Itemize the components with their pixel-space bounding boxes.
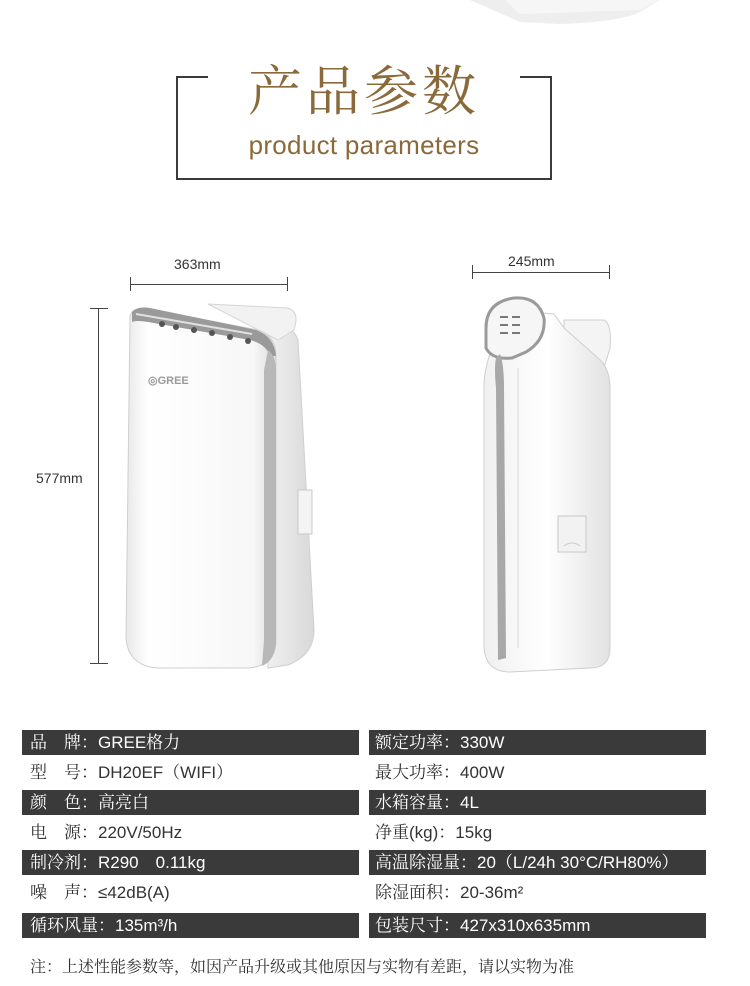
height-label: 577mm — [36, 470, 83, 486]
front-width-line — [130, 284, 288, 285]
front-width-tick-left — [130, 277, 131, 291]
front-view-dehumidifier — [118, 300, 328, 680]
spec-power-supply: 电 源：220V/50Hz — [30, 823, 183, 842]
height-tick-top — [90, 308, 108, 309]
side-depth-label: 245mm — [508, 253, 555, 269]
spec-max-power: 最大功率：400W — [375, 763, 505, 782]
spec-brand: 品 牌：GREE格力 — [22, 730, 359, 755]
spec-rated-power: 额定功率：330W — [369, 730, 706, 755]
disclaimer-note: 注：上述性能参数等，如因产品升级或其他原因与实物有差距，请以实物为准 — [30, 959, 575, 976]
spec-refrigerant: 制冷剂：R290 0.11kg — [22, 850, 359, 875]
side-depth-line — [472, 272, 610, 273]
front-width-tick-right — [287, 277, 288, 291]
side-view-dehumidifier — [474, 288, 624, 688]
height-line — [98, 308, 99, 664]
spec-model: 型 号：DH20EF（WIFI） — [30, 763, 234, 782]
spec-net-weight: 净重(kg)：15kg — [375, 823, 493, 842]
front-width-label: 363mm — [174, 256, 221, 272]
spec-high-temp-dehumidification: 高温除湿量：20（L/24h 30°C/RH80%） — [369, 850, 706, 875]
spec-air-circulation: 循环风量：135m³/h — [22, 913, 359, 938]
page-subtitle: product parameters — [248, 130, 480, 160]
side-depth-tick-right — [609, 265, 610, 279]
gree-logo: ◎GREE — [148, 375, 189, 387]
spec-tank-capacity: 水箱容量：4L — [369, 790, 706, 815]
page-title: 产品参数 — [248, 60, 480, 123]
height-tick-bottom — [90, 663, 108, 664]
spec-package-size: 包装尺寸：427x310x635mm — [369, 913, 706, 938]
spec-dehumidify-area: 除湿面积：20-36m² — [375, 883, 524, 902]
top-product-image-fragment — [0, 0, 750, 26]
side-depth-tick-left — [472, 265, 473, 279]
spec-noise: 噪 声：≤42dB(A) — [30, 883, 170, 902]
spec-color: 颜 色：高亮白 — [22, 790, 359, 815]
